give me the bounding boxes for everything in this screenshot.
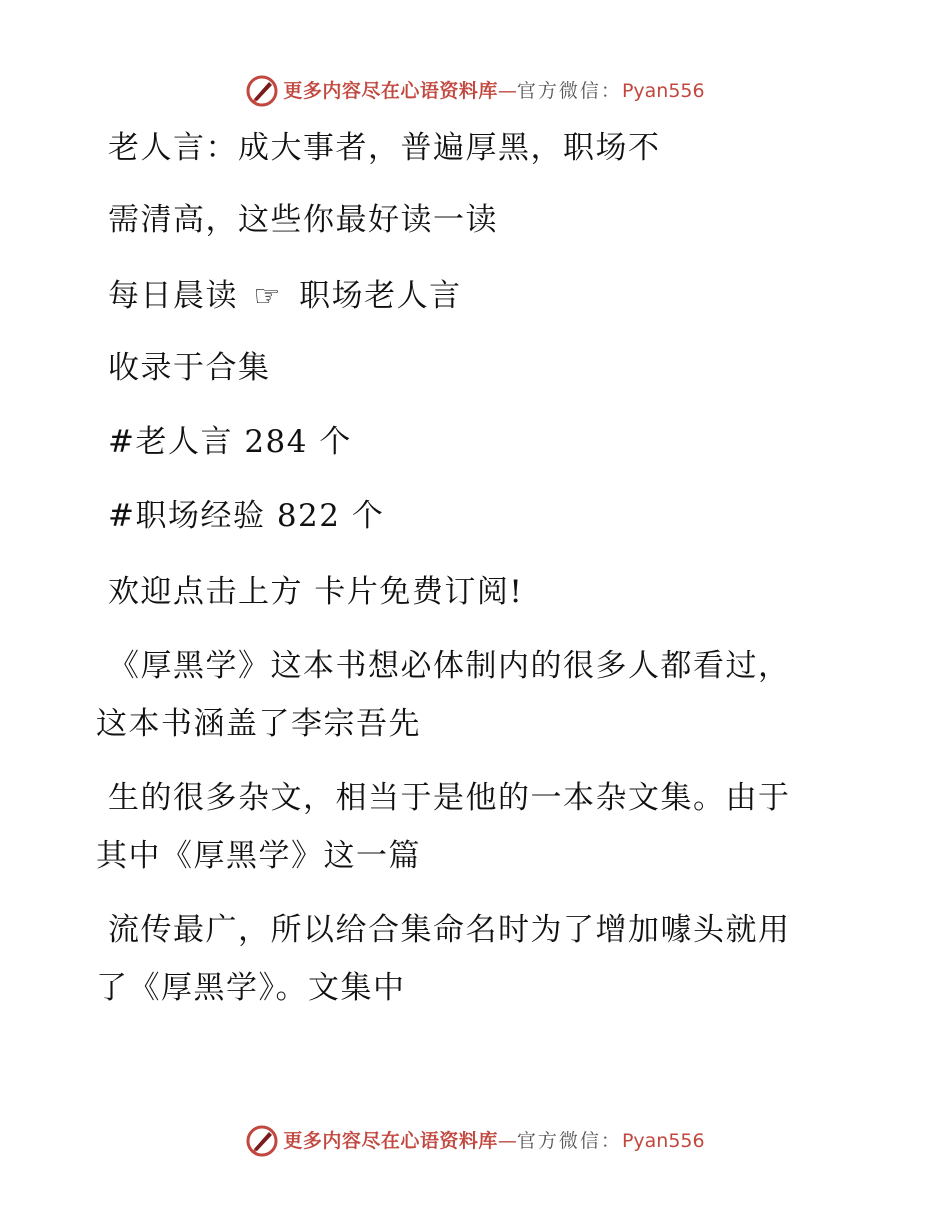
footer-lead-text: 更多内容尽在心语资料库 bbox=[283, 1130, 498, 1152]
header-dash: — bbox=[497, 80, 517, 102]
header-banner bbox=[0, 74, 950, 108]
header-lead-text: 更多内容尽在心语资料库 bbox=[283, 80, 498, 102]
paragraph-2-line-2: 其中《厚黑学》这一篇 bbox=[96, 838, 421, 874]
pointing-hand-icon: ☞ bbox=[253, 279, 282, 314]
hashtag-zhichang-jingyan[interactable]: #职场经验 822 个 bbox=[108, 498, 385, 534]
paragraph-1-line-1: 《厚黑学》这本书想必体制内的很多人都看过， bbox=[108, 648, 791, 684]
footer-official-label: 官方微信： bbox=[516, 1130, 622, 1152]
daily-reading-line bbox=[108, 276, 462, 317]
collection-label: 收录于合集 bbox=[108, 350, 271, 386]
quill-pen-logo-icon bbox=[245, 74, 279, 108]
footer-wechat-id: Pyan556 bbox=[621, 1130, 705, 1152]
paragraph-3-line-2: 了《厚黑学》。文集中 bbox=[96, 970, 406, 1006]
daily-reading-prefix: 每日晨读 bbox=[108, 278, 238, 314]
footer-dash: — bbox=[497, 1130, 517, 1152]
footer-banner bbox=[0, 1124, 950, 1158]
header-wechat-id: Pyan556 bbox=[621, 80, 705, 102]
daily-reading-suffix: 职场老人言 bbox=[299, 278, 462, 314]
title-line-2: 需清高，这些你最好读一读 bbox=[108, 202, 498, 238]
quill-pen-logo-icon bbox=[245, 1124, 279, 1158]
subscribe-prompt: 欢迎点击上方 卡片免费订阅! bbox=[108, 574, 524, 610]
hashtag-laorenyan[interactable]: #老人言 284 个 bbox=[108, 424, 352, 460]
paragraph-2-line-1: 生的很多杂文，相当于是他的一本杂文集。由于 bbox=[108, 780, 791, 816]
paragraph-3-line-1: 流传最广，所以给合集命名时为了增加噱头就用 bbox=[108, 912, 791, 948]
paragraph-1-line-2: 这本书涵盖了李宗吾先 bbox=[96, 706, 421, 742]
title-line-1: 老人言：成大事者，普遍厚黑，职场不 bbox=[108, 130, 661, 166]
header-official-label: 官方微信： bbox=[516, 80, 622, 102]
